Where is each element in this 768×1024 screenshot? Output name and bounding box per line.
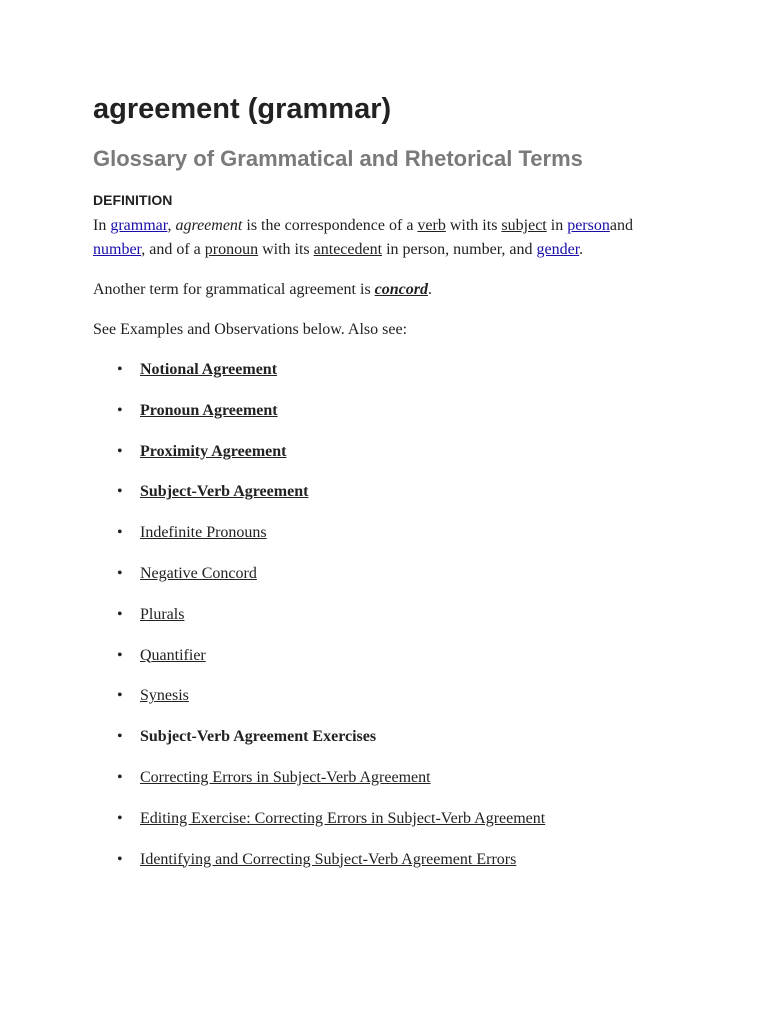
link-person[interactable]: person (567, 217, 610, 234)
list-heading: Subject-Verb Agreement Exercises (140, 728, 377, 746)
bullet-icon: • (117, 564, 123, 582)
list-link[interactable]: Editing Exercise: Correcting Errors in Subject-Verb Agreement (140, 809, 546, 827)
list-link[interactable]: Plurals (140, 605, 185, 623)
bullet-icon: • (117, 605, 123, 623)
definition-text: , (167, 217, 176, 234)
definition-text: , and of a (141, 241, 205, 258)
definition-text: and (609, 217, 633, 234)
definition-text: In (93, 217, 111, 234)
list-link[interactable]: Identifying and Correcting Subject-Verb Agreement Errors (140, 850, 517, 868)
link-antecedent[interactable]: antecedent (313, 241, 383, 258)
list-link[interactable]: Correcting Errors in Subject-Verb Agreement (140, 768, 431, 786)
list-link[interactable]: Subject-Verb Agreement (140, 483, 309, 501)
definition-text: with its (258, 241, 314, 258)
list-link[interactable]: Negative Concord (140, 564, 257, 582)
bullet-icon: • (117, 442, 123, 460)
list-item (93, 644, 653, 668)
list-item (93, 766, 653, 790)
page-title: agreement (grammar) (93, 93, 392, 125)
bullet-icon: • (117, 687, 123, 705)
link-grammar[interactable]: grammar (110, 217, 168, 234)
bullet-icon: • (117, 361, 123, 378)
concord-paragraph (93, 278, 653, 302)
bullet-icon: • (117, 483, 123, 501)
list-item (93, 480, 653, 504)
list-link[interactable]: Quantifier (140, 646, 206, 664)
definition-text: in person, number, and (382, 241, 537, 258)
list-link[interactable]: Proximity Agreement (140, 442, 287, 460)
concord-text: . (428, 281, 432, 298)
list-link[interactable]: Indefinite Pronouns (140, 524, 267, 542)
list-item (93, 440, 653, 464)
concord-text: Another term for grammatical agreement is (93, 281, 375, 298)
list-link[interactable]: Pronoun Agreement (140, 401, 278, 419)
list-item (93, 521, 653, 545)
list-item (93, 603, 653, 627)
bullet-icon: • (117, 850, 123, 868)
list-link[interactable]: Notional Agreement (140, 361, 278, 378)
link-gender[interactable]: gender (536, 241, 580, 258)
link-concord[interactable]: concord (374, 281, 428, 298)
link-number[interactable]: number (93, 241, 142, 258)
list-item (93, 725, 653, 749)
bullet-icon: • (117, 524, 123, 542)
definition-text: . (579, 241, 584, 258)
list-item (93, 684, 653, 708)
bullet-icon: • (117, 768, 123, 786)
see-also-list (93, 358, 653, 872)
page-subtitle: Glossary of Grammatical and Rhetorical Terms (93, 146, 583, 171)
bullet-icon: • (117, 728, 123, 746)
list-item (93, 807, 653, 831)
list-item (93, 358, 653, 382)
definition-paragraph (93, 214, 653, 262)
definition-label: DEFINITION (93, 192, 173, 208)
definition-text: in (546, 217, 568, 234)
list-item (93, 848, 653, 872)
link-subject[interactable]: subject (501, 217, 547, 234)
list-link[interactable]: Synesis (140, 687, 189, 705)
term-agreement: agreement (175, 217, 243, 234)
article (93, 90, 653, 888)
list-item (93, 399, 653, 423)
definition-text: with its (445, 217, 502, 234)
bullet-icon: • (117, 646, 123, 664)
list-item (93, 562, 653, 586)
definition-text: is the correspondence of a (242, 217, 418, 234)
link-pronoun[interactable]: pronoun (204, 241, 259, 258)
bullet-icon: • (117, 809, 123, 827)
link-verb[interactable]: verb (417, 217, 446, 234)
see-also-paragraph: See Examples and Observations below. Also see: (93, 321, 408, 338)
bullet-icon: • (117, 401, 123, 419)
